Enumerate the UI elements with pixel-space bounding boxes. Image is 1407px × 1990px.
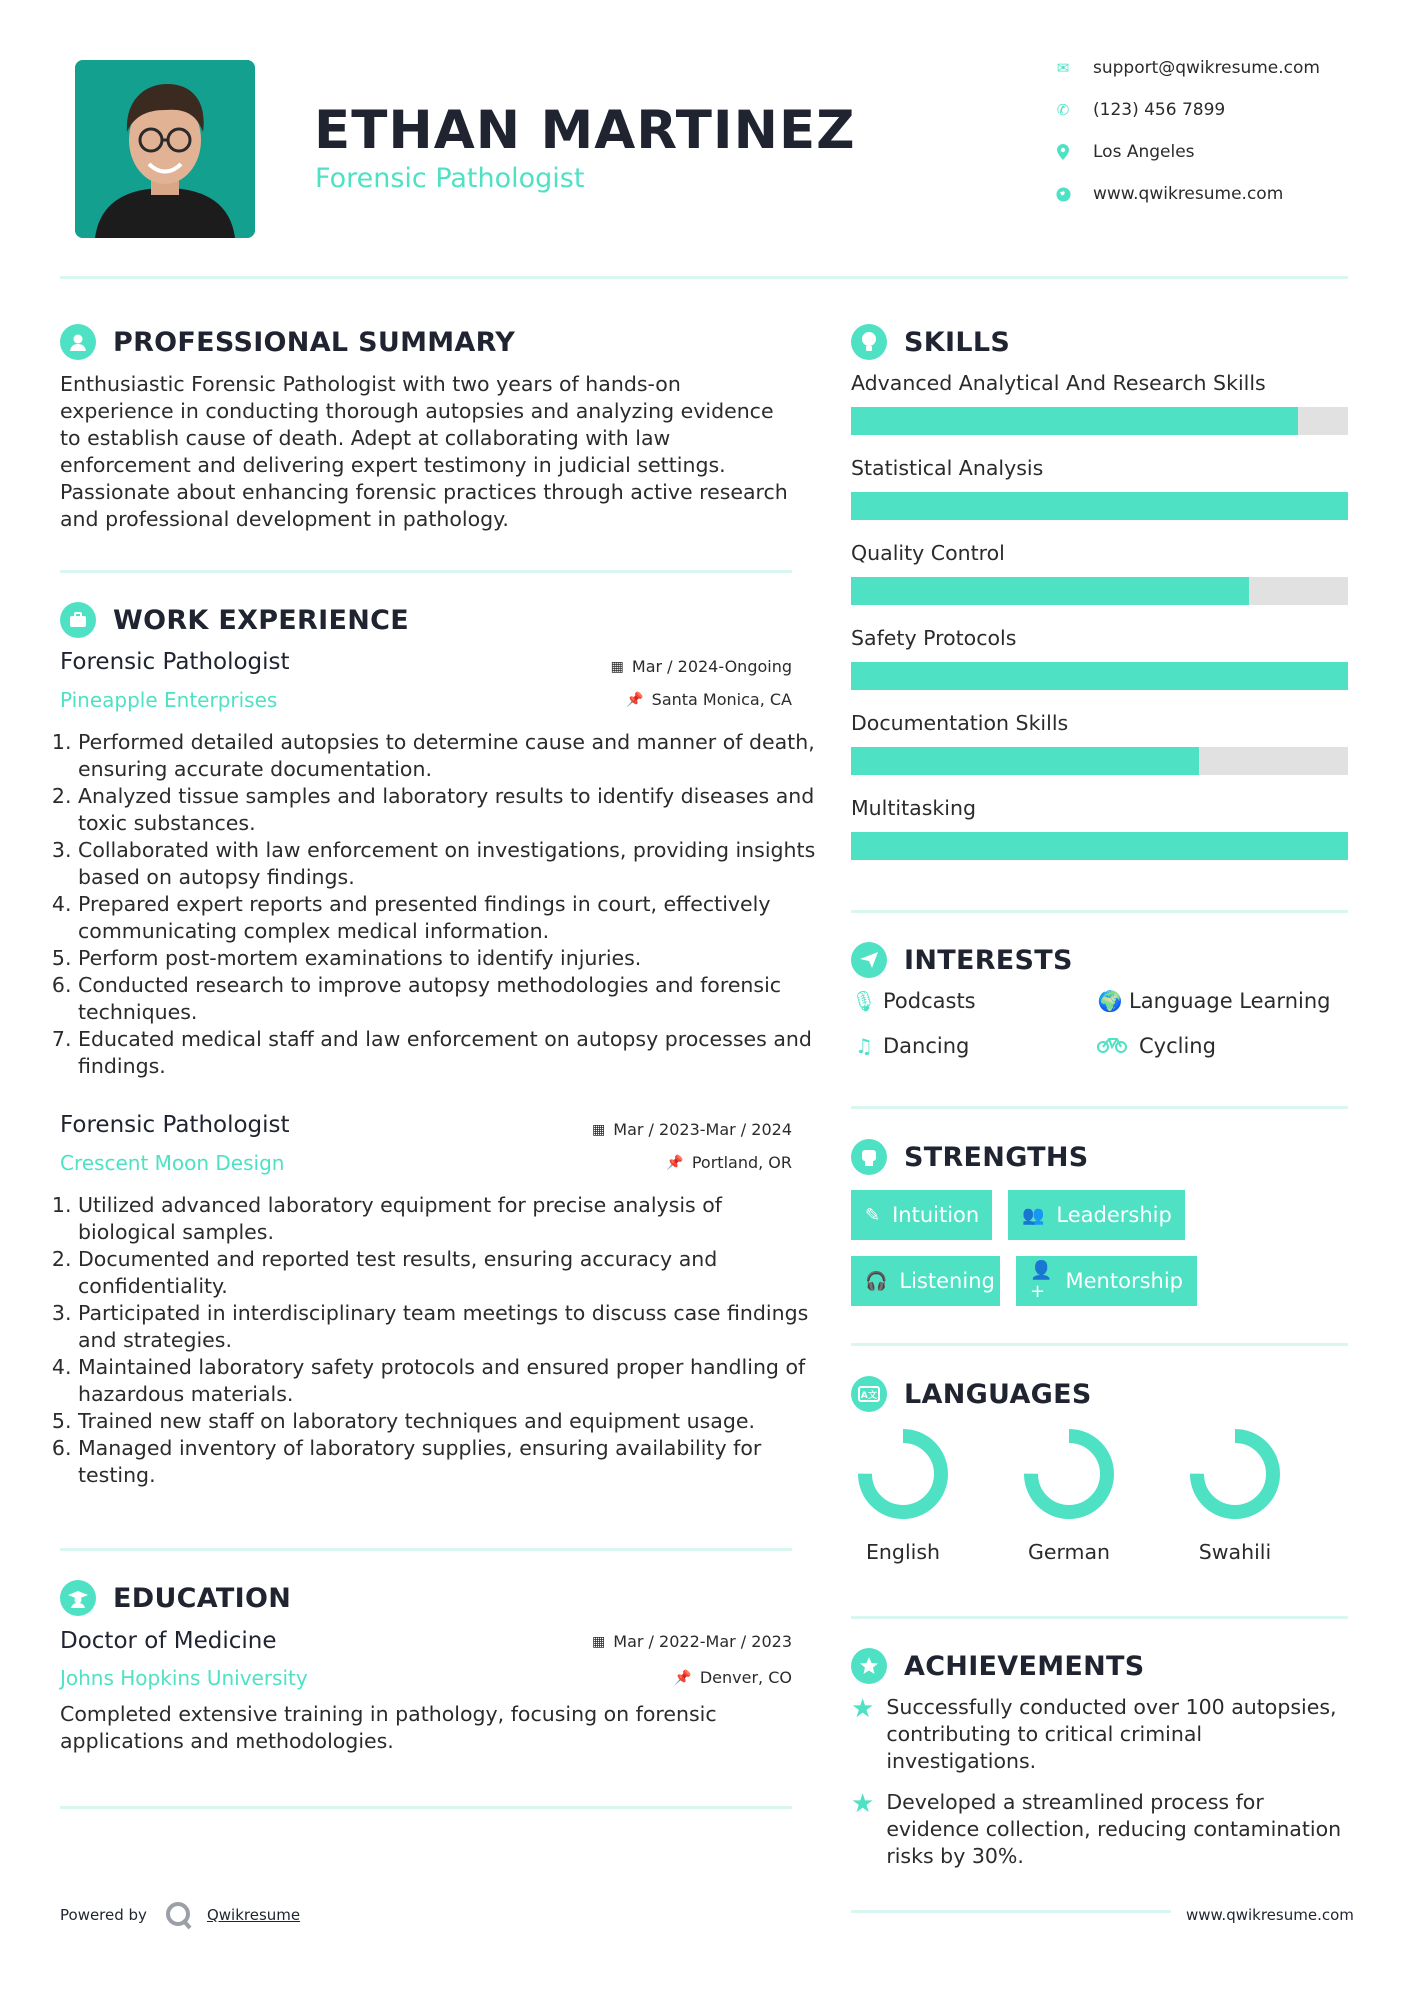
calendar-icon: ▦	[592, 1633, 606, 1650]
job-1-location: 📌 Santa Monica, CA	[626, 690, 792, 709]
skill-level-fill	[851, 492, 1348, 520]
job-1-date: ▦ Mar / 2024-Ongoing	[610, 657, 792, 676]
skill-level-fill	[851, 577, 1249, 605]
list-item: 4. Prepared expert reports and presented findings in court, effectively communicating complex medical information.	[78, 891, 818, 945]
list-item: 7. Educated medical staff and law enforcement on autopsy processes and findings.	[78, 1026, 818, 1080]
skill-level-fill	[851, 662, 1348, 690]
job-2-title: Forensic Pathologist	[60, 1112, 290, 1138]
skills-list	[851, 371, 1348, 881]
skill-level-bar	[851, 577, 1348, 605]
fist-icon	[851, 1139, 887, 1175]
pin-icon: 📌	[666, 1154, 684, 1171]
phone-icon: ✆	[1056, 101, 1070, 119]
language-level-arc	[1031, 1436, 1107, 1512]
language-item	[1009, 1424, 1129, 1564]
skill-name: Documentation Skills	[851, 711, 1069, 735]
skill-level-bar	[851, 832, 1348, 860]
education-heading: EDUCATION	[60, 1580, 291, 1616]
shooting-star-icon: ★	[851, 1694, 875, 1724]
summary-divider	[60, 570, 792, 573]
globe-icon	[1055, 186, 1071, 202]
language-level-arc	[1197, 1436, 1273, 1512]
contact-phone[interactable]: ✆ (123) 456 7899	[1056, 100, 1226, 120]
strength-leadership: 👥 Leadership	[1008, 1190, 1185, 1240]
headphones-icon: 🎧	[865, 1270, 888, 1292]
profile-photo	[75, 60, 255, 238]
education-text: Completed extensive training in pathology, focusing on forensic applications and methodologies.	[60, 1702, 717, 1753]
interests-heading: INTERESTS	[851, 942, 1073, 978]
skill-level-fill	[851, 747, 1199, 775]
achievements-heading: ACHIEVEMENTS	[851, 1648, 1145, 1684]
skill-level-bar	[851, 662, 1348, 690]
list-item: 2. Analyzed tissue samples and laboratory results to identify diseases and toxic substances.	[78, 783, 818, 837]
job-2-date: ▦ Mar / 2023-Mar / 2024	[592, 1120, 792, 1139]
paper-plane-icon	[851, 942, 887, 978]
skill-name: Quality Control	[851, 541, 1005, 565]
microphone-icon: 🎙	[851, 989, 877, 1013]
job-1-company: Pineapple Enterprises	[60, 688, 278, 712]
list-item: 1. Performed detailed autopsies to determine cause and manner of death, ensuring accurate documentation.	[78, 729, 818, 783]
skill-name: Statistical Analysis	[851, 456, 1044, 480]
skill-item	[851, 626, 1348, 711]
interest-podcasts: 🎙 Podcasts	[851, 989, 976, 1013]
users-icon: 👥	[1022, 1204, 1045, 1226]
location-pin-icon	[1055, 144, 1071, 160]
languages-divider	[851, 1616, 1348, 1619]
skill-level-fill	[851, 407, 1298, 435]
strength-listening: 🎧 Listening	[851, 1256, 1000, 1306]
languages-heading: A文 LANGUAGES	[851, 1376, 1092, 1412]
footer-site-link[interactable]: www.qwikresume.com	[1186, 1906, 1354, 1924]
svg-text:A文: A文	[860, 1391, 878, 1401]
languages-list	[851, 1424, 1348, 1584]
globe-icon: 🌍	[1097, 989, 1123, 1013]
language-name: English	[865, 1540, 941, 1564]
language-level-arc	[865, 1436, 941, 1512]
calendar-icon: ▦	[592, 1121, 606, 1138]
candidate-name: ETHAN MARTINEZ	[314, 100, 856, 161]
language-item	[843, 1424, 963, 1564]
education-school: Johns Hopkins University	[60, 1666, 308, 1690]
language-name: Swahili	[1198, 1540, 1272, 1564]
skills-divider	[851, 910, 1348, 913]
skill-level-bar	[851, 407, 1348, 435]
strength-intuition: ✎ Intuition	[851, 1190, 992, 1240]
email-icon: ✉	[1056, 59, 1070, 77]
work-heading: WORK EXPERIENCE	[60, 602, 409, 638]
skill-name: Multitasking	[851, 796, 976, 820]
user-icon	[60, 324, 96, 360]
interests-divider	[851, 1106, 1348, 1109]
shooting-star-icon: ★	[851, 1789, 875, 1819]
list-item: 4. Maintained laboratory safety protocols and ensured proper handling of hazardous materials.	[78, 1354, 818, 1408]
language-ring	[1175, 1424, 1295, 1524]
skill-item	[851, 456, 1348, 541]
job-1-bullets	[60, 729, 818, 1080]
skill-name: Safety Protocols	[851, 626, 1017, 650]
pin-icon: 📌	[674, 1669, 692, 1686]
skill-level-bar	[851, 492, 1348, 520]
briefcase-icon	[60, 602, 96, 638]
qwikresume-logo-icon	[163, 1900, 193, 1930]
list-item: 1. Utilized advanced laboratory equipment for precise analysis of biological samples.	[78, 1192, 818, 1246]
graduate-icon	[60, 1580, 96, 1616]
contact-website[interactable]: www.qwikresume.com	[1055, 184, 1283, 204]
job-2-company: Crescent Moon Design	[60, 1151, 285, 1175]
education-date: ▦ Mar / 2022-Mar / 2023	[592, 1632, 792, 1651]
magic-wand-icon: ✎	[865, 1204, 881, 1226]
education-divider	[60, 1806, 792, 1809]
star-badge-icon	[851, 1648, 887, 1684]
list-item: 5. Perform post-mortem examinations to identify injuries.	[78, 945, 818, 972]
footer-divider	[851, 1910, 1171, 1913]
strengths-heading: STRENGTHS	[851, 1139, 1089, 1175]
language-ring	[843, 1424, 963, 1524]
job-2-location: 📌 Portland, OR	[666, 1153, 792, 1172]
candidate-role: Forensic Pathologist	[315, 163, 585, 194]
summary-text: Enthusiastic Forensic Pathologist with two years of hands-on experience in conducting thorough autopsies and analyzing evidence to establish cause of death. Adept at collaborating with law enforcement and delivering expert testimony in judicial settings. Passionate about enhancing forensic practices through active research and professional development in pathology.	[60, 372, 788, 531]
interest-dancing: ♫ Dancing	[851, 1034, 969, 1058]
achievement-1: ★ Successfully conducted over 100 autopsies, contributing to critical criminal investigations.	[851, 1694, 1337, 1773]
skills-heading: SKILLS	[851, 324, 1010, 360]
skill-item	[851, 711, 1348, 796]
calendar-icon: ▦	[610, 658, 624, 675]
language-item	[1175, 1424, 1295, 1564]
work-divider	[60, 1548, 792, 1551]
summary-heading: PROFESSIONAL SUMMARY	[60, 324, 515, 360]
skill-level-bar	[851, 747, 1348, 775]
education-degree: Doctor of Medicine	[60, 1628, 277, 1654]
music-note-icon: ♫	[855, 1034, 873, 1058]
skill-name: Advanced Analytical And Research Skills	[851, 371, 1266, 395]
skill-level-fill	[851, 832, 1348, 860]
list-item: 6. Managed inventory of laboratory supplies, ensuring availability for testing.	[78, 1435, 818, 1489]
language-ring	[1009, 1424, 1129, 1524]
job-1-title: Forensic Pathologist	[60, 649, 290, 675]
footer-powered-by: Powered by Qwikresume	[60, 1900, 300, 1930]
skill-item	[851, 371, 1348, 456]
achievement-2: ★ Developed a streamlined process for evidence collection, reducing contamination risks by 30%.	[851, 1789, 1342, 1868]
user-plus-icon: 👤+	[1030, 1260, 1053, 1302]
contact-location: Los Angeles	[1055, 142, 1195, 162]
list-item: 6. Conducted research to improve autopsy methodologies and forensic techniques.	[78, 972, 818, 1026]
list-item: 3. Collaborated with law enforcement on investigations, providing insights based on autopsy findings.	[78, 837, 818, 891]
lightbulb-icon	[851, 324, 887, 360]
bicycle-icon	[1097, 1034, 1123, 1058]
strengths-divider	[851, 1343, 1348, 1346]
education-location: 📌 Denver, CO	[674, 1668, 792, 1687]
list-item: 5. Trained new staff on laboratory techniques and equipment usage.	[78, 1408, 818, 1435]
language-name: German	[1027, 1540, 1111, 1564]
contact-email[interactable]: ✉ support@qwikresume.com	[1056, 58, 1320, 78]
translate-icon	[851, 1376, 887, 1412]
list-item: 3. Participated in interdisciplinary team meetings to discuss case findings and strategies.	[78, 1300, 818, 1354]
interest-language-learning: 🌍 Language Learning	[1097, 989, 1331, 1013]
skill-item	[851, 541, 1348, 626]
interest-cycling: Cycling	[1097, 1034, 1216, 1058]
job-2-bullets	[60, 1192, 818, 1489]
strength-mentorship: 👤+ Mentorship	[1016, 1256, 1197, 1306]
list-item: 2. Documented and reported test results, ensuring accuracy and confidentiality.	[78, 1246, 818, 1300]
skill-item	[851, 796, 1348, 881]
footer-brand-link[interactable]: Qwikresume	[206, 1906, 301, 1924]
pin-icon: 📌	[626, 691, 644, 708]
header-divider	[60, 276, 1348, 279]
